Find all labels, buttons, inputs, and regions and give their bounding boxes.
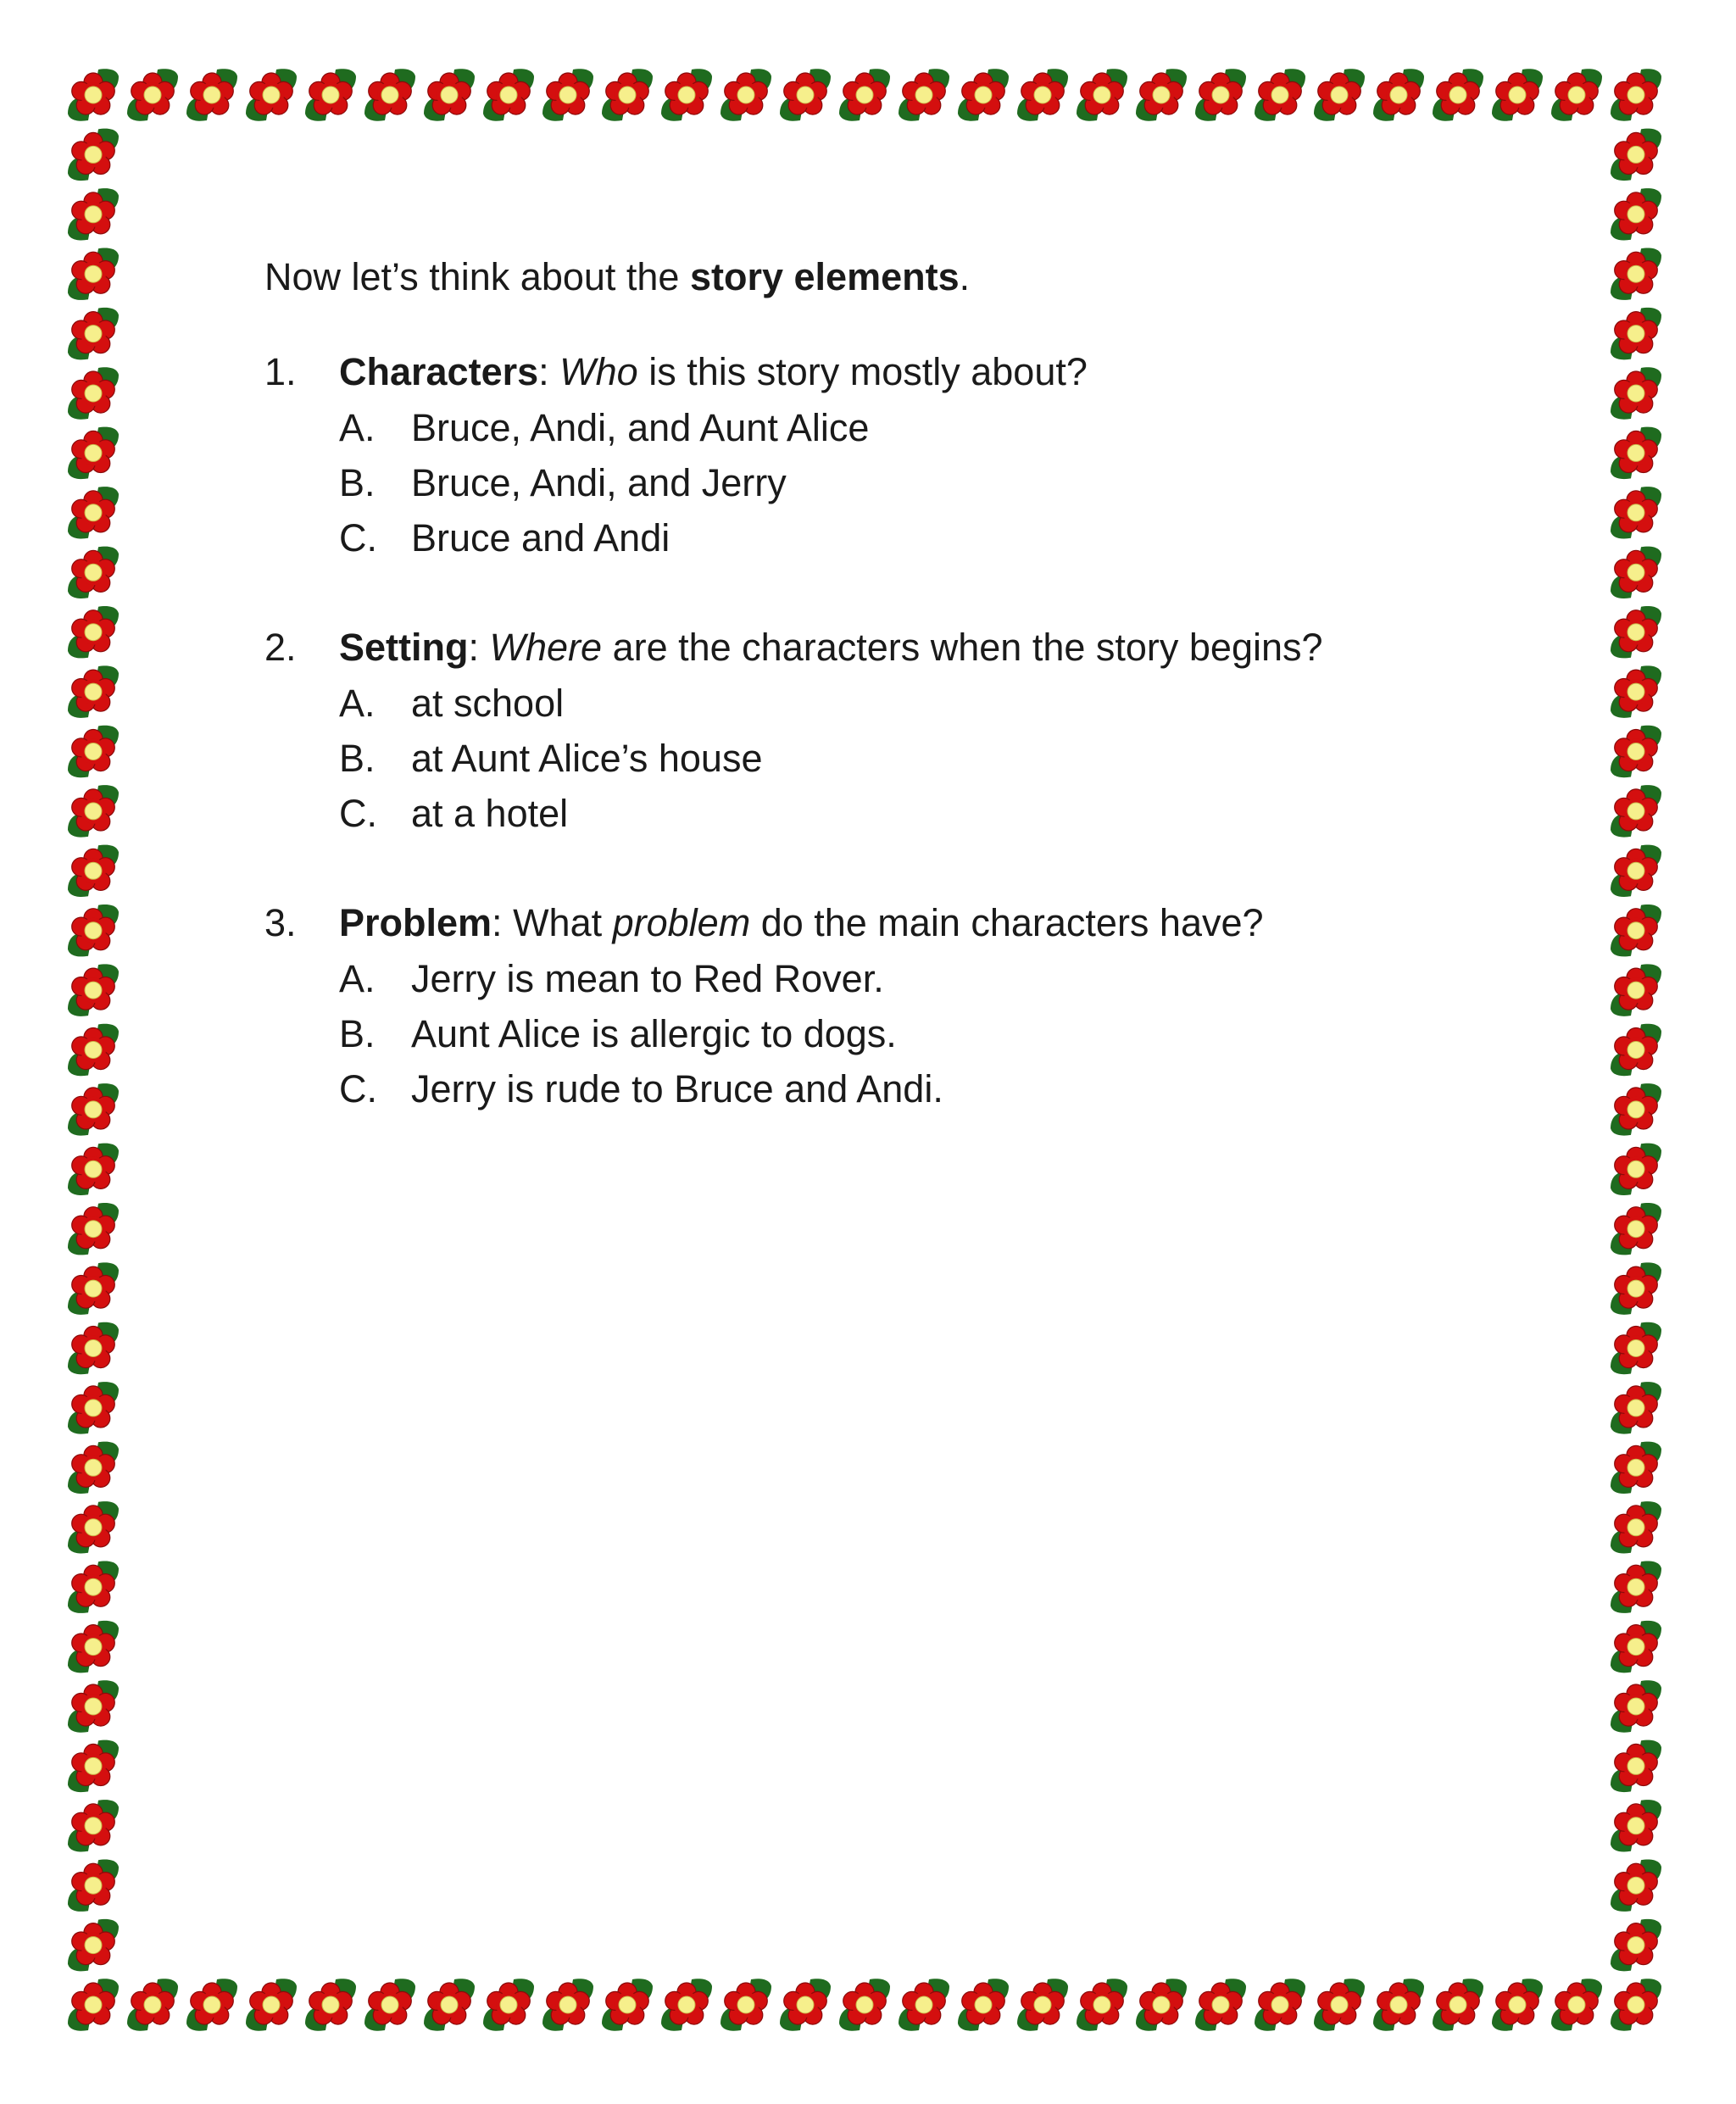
flower-icon — [68, 845, 119, 897]
flower-icon — [1611, 845, 1661, 897]
question-prompt — [264, 349, 1587, 395]
flower-icon — [1611, 1979, 1661, 2030]
flower-icon — [780, 1979, 831, 2030]
flower-icon — [68, 248, 119, 299]
flower-icon — [661, 1979, 712, 2030]
flower-icon — [68, 1680, 119, 1732]
choice-text: Jerry is rude to Bruce and Andi. — [411, 1067, 943, 1110]
question-rest: is this story mostly about? — [637, 350, 1088, 393]
question-label: Problem — [339, 901, 492, 944]
flower-icon — [305, 1979, 356, 2030]
question-2 — [264, 625, 1587, 841]
flower-icon — [68, 1621, 119, 1673]
flower-icon — [186, 1979, 237, 2030]
choice-text: at Aunt Alice’s house — [411, 737, 763, 780]
flower-icon — [68, 1859, 119, 1911]
intro-sentence — [264, 254, 1587, 300]
flower-icon — [68, 1561, 119, 1612]
flower-icon — [364, 1979, 415, 2030]
flower-icon — [1611, 904, 1661, 956]
flower-icon — [1611, 1561, 1661, 1612]
question-number: 2. — [264, 626, 297, 669]
flower-icon — [1611, 248, 1661, 299]
choice-text: Bruce and Andi — [411, 516, 670, 559]
choice-text: at a hotel — [411, 792, 569, 835]
flower-icon — [68, 1322, 119, 1374]
choice-text: Jerry is mean to Red Rover. — [411, 957, 884, 1000]
choice-a — [339, 676, 1587, 731]
flower-icon — [1492, 1979, 1543, 2030]
flower-icon — [68, 1144, 119, 1195]
choice-list — [339, 400, 1587, 565]
flower-icon — [68, 69, 119, 120]
flower-icon — [958, 1979, 1009, 2030]
flower-icon — [1611, 69, 1661, 120]
flower-icon — [1611, 1262, 1661, 1314]
question-3 — [264, 900, 1587, 1116]
choice-b — [339, 1006, 1587, 1061]
flower-icon — [899, 1979, 949, 2030]
intro-text: Now let’s think about the — [264, 255, 690, 298]
choice-c — [339, 1061, 1587, 1116]
flower-icon — [68, 188, 119, 240]
flower-icon — [1017, 69, 1068, 120]
flower-icon — [839, 69, 890, 120]
flower-icon — [1611, 1203, 1661, 1255]
question-text — [339, 625, 1323, 671]
choice-text: Aunt Alice is allergic to dogs. — [411, 1012, 897, 1055]
flower-icon — [68, 1919, 119, 1971]
flower-icon — [1195, 69, 1246, 120]
choice-letter: C. — [339, 792, 377, 835]
flower-icon — [68, 547, 119, 598]
question-colon: : — [468, 626, 490, 669]
question-prompt — [264, 900, 1587, 946]
flower-icon — [1611, 1919, 1661, 1971]
flower-icon — [424, 1979, 475, 2030]
flower-icon — [1373, 1979, 1424, 2030]
flower-icon — [127, 69, 178, 120]
flower-icon — [1017, 1979, 1068, 2030]
question-number: 1. — [264, 350, 297, 393]
flower-icon — [1255, 1979, 1305, 2030]
flower-icon — [1611, 1800, 1661, 1851]
flower-icon — [542, 69, 593, 120]
choice-c — [339, 510, 1587, 565]
flower-icon — [602, 1979, 653, 2030]
flower-icon — [1611, 964, 1661, 1016]
flower-icon — [1611, 129, 1661, 181]
flower-icon — [1611, 308, 1661, 359]
question-text — [339, 349, 1088, 395]
choice-text: Bruce, Andi, and Aunt Alice — [411, 406, 870, 449]
flower-icon — [1611, 1621, 1661, 1673]
flower-icon — [542, 1979, 593, 2030]
choice-letter: B. — [339, 1012, 376, 1055]
question-colon: : — [492, 901, 514, 944]
flower-icon — [1611, 1322, 1661, 1374]
flower-icon — [1611, 1859, 1661, 1911]
flower-icon — [68, 1501, 119, 1553]
choice-a — [339, 951, 1587, 1006]
flower-icon — [1255, 69, 1305, 120]
question-rest: do the main characters have? — [750, 901, 1264, 944]
flower-icon — [1136, 1979, 1187, 2030]
question-label: Setting — [339, 626, 469, 669]
flower-icon — [780, 69, 831, 120]
flower-icon — [68, 367, 119, 419]
intro-period: . — [959, 255, 971, 298]
flower-icon — [68, 1262, 119, 1314]
flower-icon — [68, 1024, 119, 1076]
choice-letter: A. — [339, 957, 376, 1000]
choice-c — [339, 786, 1587, 841]
flower-icon — [68, 1979, 119, 2030]
flower-icon — [1373, 69, 1424, 120]
flower-icon — [1611, 487, 1661, 538]
flower-icon — [68, 1800, 119, 1851]
flower-icon — [1611, 367, 1661, 419]
question-prompt — [264, 625, 1587, 671]
question-rest: are the characters when the story begins? — [602, 626, 1323, 669]
question-label: Characters — [339, 350, 539, 393]
choice-a — [339, 400, 1587, 455]
flower-icon — [602, 69, 653, 120]
flower-icon — [1195, 1979, 1246, 2030]
flower-icon — [1611, 1680, 1661, 1732]
flower-icon — [839, 1979, 890, 2030]
flower-icon — [68, 726, 119, 777]
intro-bold-text: story elements — [689, 255, 960, 298]
flower-icon — [1611, 1144, 1661, 1195]
choice-letter: C. — [339, 516, 377, 559]
choice-text: Bruce, Andi, and Jerry — [411, 461, 787, 504]
flower-icon — [68, 606, 119, 658]
choice-letter: B. — [339, 737, 376, 780]
flower-icon — [424, 69, 475, 120]
choice-letter: A. — [339, 406, 376, 449]
flower-icon — [1433, 69, 1483, 120]
flower-icon — [899, 69, 949, 120]
flower-icon — [1611, 1024, 1661, 1076]
flower-icon — [68, 1382, 119, 1433]
question-1 — [264, 349, 1587, 565]
question-keyword: problem — [612, 901, 751, 944]
flower-icon — [483, 1979, 534, 2030]
question-colon: : — [538, 350, 560, 393]
flower-icon — [1611, 665, 1661, 717]
flower-icon — [1611, 1501, 1661, 1553]
choice-b — [339, 455, 1587, 510]
flower-icon — [68, 785, 119, 837]
flower-icon — [68, 427, 119, 479]
flower-icon — [958, 69, 1009, 120]
flower-icon — [1551, 1979, 1602, 2030]
flower-icon — [1077, 69, 1127, 120]
flower-icon — [68, 487, 119, 538]
flower-icon — [68, 308, 119, 359]
flower-icon — [68, 1740, 119, 1792]
flower-icon — [1433, 1979, 1483, 2030]
flower-icon — [1077, 1979, 1127, 2030]
question-pre: What — [513, 901, 613, 944]
choice-text: at school — [411, 682, 565, 725]
choice-list — [339, 951, 1587, 1116]
choice-letter: A. — [339, 682, 376, 725]
flower-icon — [1611, 1382, 1661, 1433]
flower-icon — [1314, 1979, 1365, 2030]
flower-icon — [1611, 785, 1661, 837]
flower-icon — [1551, 69, 1602, 120]
flower-icon — [68, 904, 119, 956]
flower-icon — [1611, 1740, 1661, 1792]
flower-icon — [68, 964, 119, 1016]
flower-icon — [68, 1083, 119, 1135]
flower-icon — [68, 1203, 119, 1255]
flower-icon — [68, 665, 119, 717]
flower-icon — [246, 1979, 297, 2030]
flower-icon — [127, 1979, 178, 2030]
flower-icon — [721, 1979, 771, 2030]
flower-icon — [1611, 427, 1661, 479]
flower-icon — [246, 69, 297, 120]
choice-letter: B. — [339, 461, 376, 504]
flower-icon — [721, 69, 771, 120]
flower-icon — [305, 69, 356, 120]
flower-icon — [1611, 547, 1661, 598]
question-keyword: Where — [489, 626, 603, 669]
flower-icon — [1611, 606, 1661, 658]
choice-list — [339, 676, 1587, 841]
flower-icon — [1611, 188, 1661, 240]
flower-icon — [661, 69, 712, 120]
flower-icon — [1611, 1442, 1661, 1494]
flower-icon — [68, 129, 119, 181]
flower-icon — [483, 69, 534, 120]
choice-b — [339, 731, 1587, 786]
flower-icon — [186, 69, 237, 120]
flower-icon — [364, 69, 415, 120]
flower-icon — [1611, 726, 1661, 777]
question-number: 3. — [264, 901, 297, 944]
flower-icon — [1314, 69, 1365, 120]
flower-icon — [68, 1442, 119, 1494]
flower-icon — [1136, 69, 1187, 120]
question-keyword: Who — [559, 350, 638, 393]
question-text — [339, 900, 1264, 946]
flower-icon — [1492, 69, 1543, 120]
choice-letter: C. — [339, 1067, 377, 1110]
worksheet-content — [264, 254, 1587, 1176]
flower-icon — [1611, 1083, 1661, 1135]
